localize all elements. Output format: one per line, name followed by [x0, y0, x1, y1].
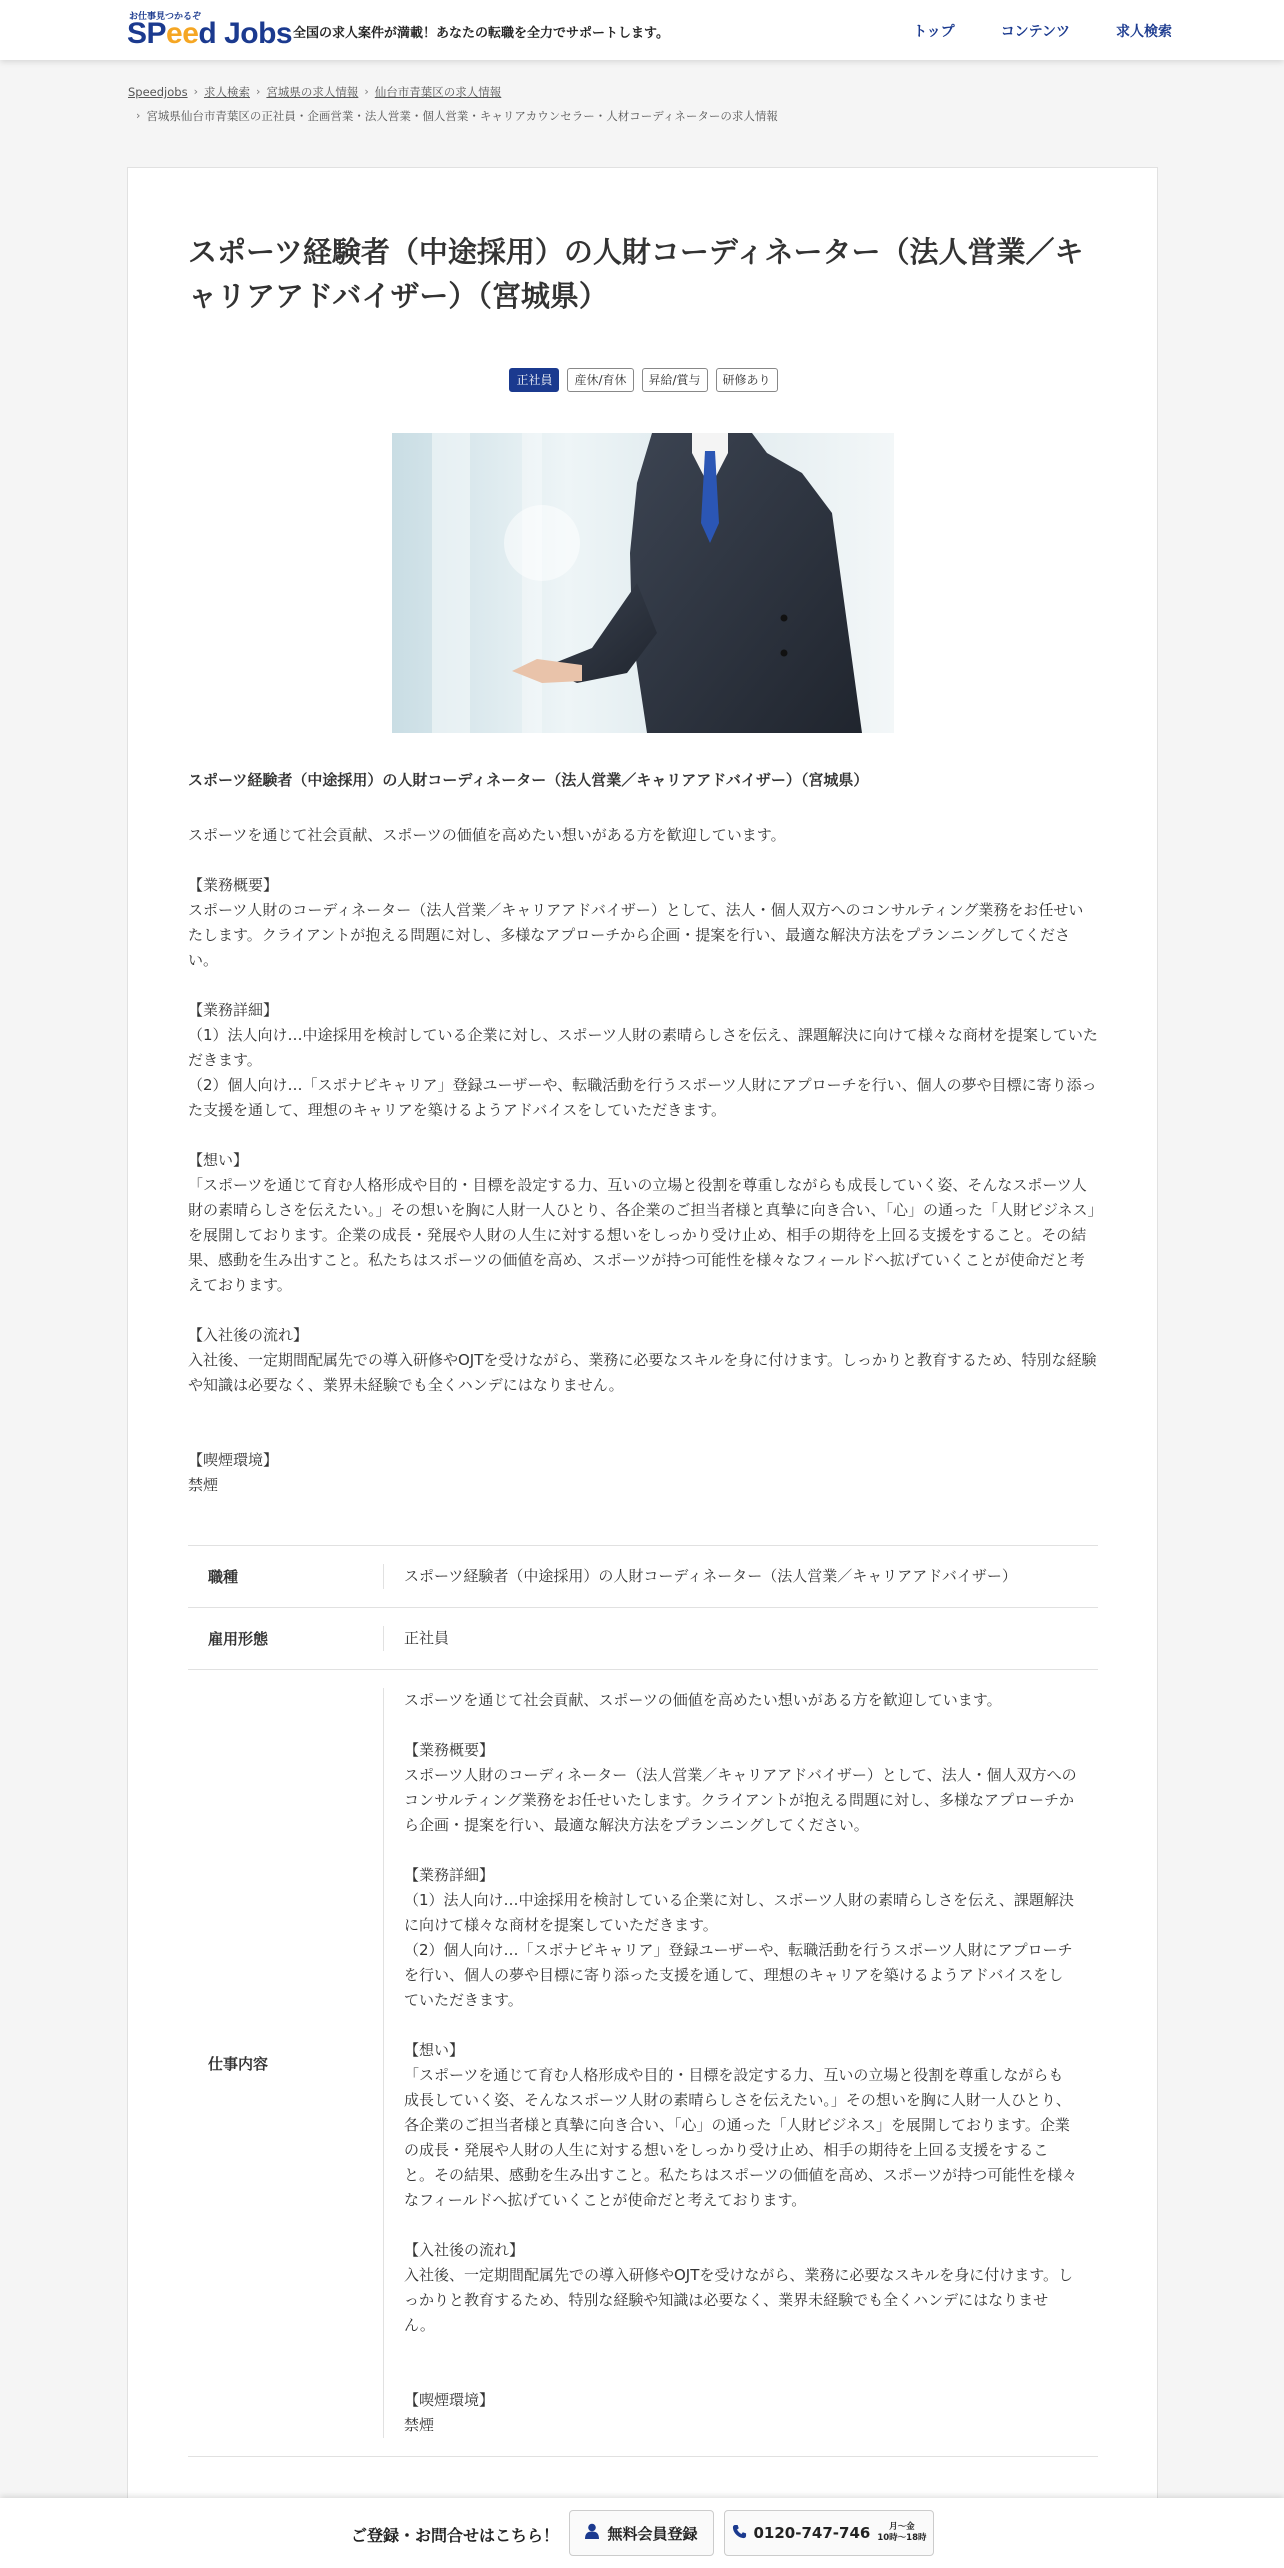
breadcrumb-chevron-icon: ›	[364, 85, 369, 98]
site-header	[0, 0, 1284, 60]
job-title: スポーツ経験者（中途採用）の人財コーディネーター（法人営業／キャリアアドバイザー）（宮城県）	[188, 235, 1084, 313]
contact-bar	[0, 2498, 1284, 2568]
phone-number: 0120-747-746	[753, 2524, 871, 2542]
tag-raise-bonus: 昇給/賞与	[642, 368, 708, 392]
breadcrumb-city[interactable]: 仙台市青葉区の求人情報	[374, 85, 502, 99]
breadcrumb-home[interactable]: Speedjobs	[128, 85, 188, 99]
logo-speed-a: SP	[127, 17, 167, 50]
job-detail-card	[127, 167, 1158, 2568]
table-row	[188, 1669, 1098, 2456]
job-info-table	[188, 1545, 1098, 2476]
table-row	[188, 1545, 1098, 1607]
table-row-divider	[188, 2456, 1098, 2476]
logo-wordmark	[127, 18, 292, 50]
free-register-button[interactable]	[569, 2510, 714, 2556]
logo-speed-b: ee	[166, 17, 199, 50]
row-label-employment: 雇用形態	[208, 1630, 269, 1648]
tag-employment-type: 正社員	[509, 368, 559, 392]
breadcrumb-current: 宮城県仙台市青葉区の正社員・企画営業・法人営業・個人営業・キャリアカウンセラー・人材コーディネーターの求人情報	[146, 109, 778, 123]
phone-icon	[732, 2524, 747, 2543]
table-row	[188, 1607, 1098, 1669]
business-hours-time: 10時～18時	[877, 2533, 927, 2543]
breadcrumb-chevron-icon: ›	[255, 85, 261, 98]
breadcrumb-prefecture[interactable]: 宮城県の求人情報	[266, 85, 359, 99]
job-tags	[128, 368, 1159, 392]
breadcrumb-chevron-icon: ›	[136, 109, 141, 122]
job-description	[188, 768, 1098, 1498]
breadcrumb-job-search[interactable]: 求人検索	[203, 85, 250, 99]
nav-job-search[interactable]: 求人検索	[1116, 24, 1172, 40]
nav-top[interactable]: トップ	[913, 24, 955, 40]
row-label-job-content: 仕事内容	[208, 2054, 269, 2073]
breadcrumb	[128, 80, 1168, 128]
row-value-job-content: スポーツを通じて社会貢献、スポーツの価値を高めたい想いがある方を歓迎しています。 【業務概要】 スポーツ人財のコーディネーター（法人営業／キャリアアドバイザー）として、法人・個人双方へのコンサルティング業務をお任せいたします。クライアントが抱える問題に対し、多様なアプローチから企画・提案を行い、最適な解決方法をプランニングしてください。 【業務詳細】 （1）法人向け…中途採用を検討している企業に対し、スポーツ人財の素晴らしさを伝え、課題解決に向けて様々な商材を提案していただきます。 （2）個人向け…「スポナビキャリア」登録ユーザーや、転職活動を行うスポーツ人財にアプローチを行い、個人の夢や目標に寄り添った支援を通して、理想のキャリアを築けるようアドバイスをしていただきます。 【想い】 「スポーツを通じて育む人格形成や目的・目標を設定する力、互いの立場と役割を尊重しながらも成長していく姿、そんなスポーツ人財の素晴らしさを伝えたい。」その想いを胸に人財一人ひとり、各企業のご担当者様と真摯に向き合い、「心」の通った「人財ビジネス」を展開しております。企業の成長・発展や人財の人生に対する想いをしっかり受け止め、相手の期待を上回る支援をすること。その結果、感動を生み出すこと。私たちはスポーツの価値を高め、スポーツが持つ可能性を様々なフィールドへ拡げていくことが使命だと考えております。 【入社後の流れ】 入社後、一定期間配属先での導入研修やOJTを受けながら、業務に必要なスキルを身に付けます。しっかりと教育するため、特別な経験や知識は必要なく、業界未経験でも全くハンデにはなりません。 【喫煙環境】 禁煙	[383, 1688, 1098, 2438]
business-hours	[877, 2522, 926, 2544]
job-subtitle: スポーツ経験者（中途採用）の人財コーディネーター（法人営業／キャリアアドバイザー）（宮城県）	[188, 771, 869, 789]
logo-speed-c: d	[198, 17, 217, 50]
free-register-label: 無料会員登録	[607, 2524, 698, 2543]
site-tagline: 全国の求人案件が満載！あなたの転職を全力でサポートします。	[293, 26, 669, 41]
job-photo	[392, 433, 894, 733]
job-description-text: スポーツを通じて社会貢献、スポーツの価値を高めたい想いがある方を歓迎しています。 【業務概要】 スポーツ人財のコーディネーター（法人営業／キャリアアドバイザー）として、法人・個人双方へのコンサルティング業務をお任せいたします。クライアントが抱える問題に対し、多様なアプローチから企画・提案を行い、最適な解決方法をプランニングしてください。 【業務詳細】 （1）法人向け…中途採用を検討している企業に対し、スポーツ人財の素晴らしさを伝え、課題解決に向けて様々な商材を提案していただきます。 （2）個人向け…「スポナビキャリア」登録ユーザーや、転職活動を行うスポーツ人財にアプローチを行い、個人の夢や目標に寄り添った支援を通して、理想のキャリアを築けるようアドバイスをしていただきます。 【想い】 「スポーツを通じて育む人格形成や目的・目標を設定する力、互いの立場と役割を尊重しながらも成長していく姿、そんなスポーツ人財の素晴らしさを伝えたい。」その想いを胸に人財一人ひとり、各企業のご担当者様と真摯に向き合い、「心」の通った「人財ビジネス」を展開しております。企業の成長・発展や人財の人生に対する想いをしっかり受け止め、相手の期待を上回る支援をすること。その結果、感動を生み出すこと。私たちはスポーツの価値を高め、スポーツが持つ可能性を様々なフィールドへ拡げていくことが使命だと考えております。 【入社後の流れ】 入社後、一定期間配属先での導入研修やOJTを受けながら、業務に必要なスキルを身に付けます。しっかりと教育するため、特別な経験や知識は必要なく、業界未経験でも全くハンデにはなりません。 【喫煙環境】 禁煙	[188, 826, 1098, 1494]
nav-contents[interactable]: コンテンツ	[1000, 24, 1070, 40]
logo-jobs: Jobs	[224, 17, 293, 50]
phone-button[interactable]	[724, 2510, 934, 2556]
main-nav	[913, 21, 1172, 41]
logo-tagline: お仕事見つかるぞ	[129, 12, 202, 22]
user-icon	[585, 2523, 599, 2543]
contact-cta-text: ご登録・お問合せはこちら！	[351, 2526, 560, 2545]
tag-leave: 産休/育休	[567, 368, 633, 392]
site-logo[interactable]	[127, 9, 293, 51]
tag-training: 研修あり	[716, 368, 778, 392]
row-value-occupation: スポーツ経験者（中途採用）の人財コーディネーター（法人営業／キャリアアドバイザー）	[383, 1564, 1098, 1589]
business-hours-days: 月～金	[889, 2522, 915, 2532]
breadcrumb-chevron-icon: ›	[193, 85, 198, 98]
row-label-occupation: 職種	[208, 1568, 239, 1586]
row-value-employment: 正社員	[383, 1626, 1098, 1651]
